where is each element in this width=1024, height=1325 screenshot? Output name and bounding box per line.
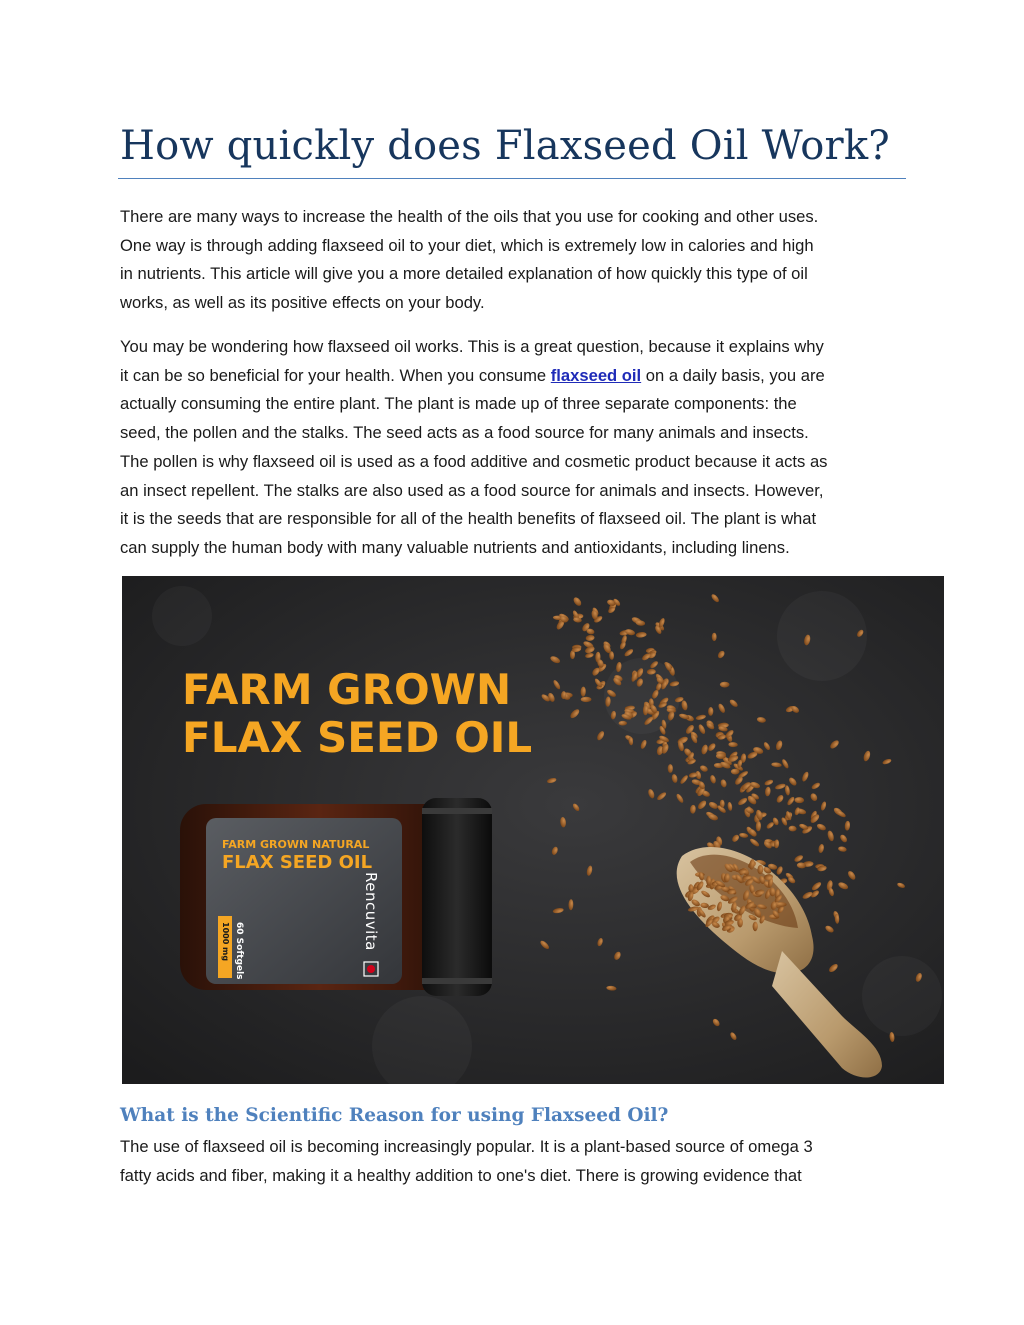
jar-label-line1: FARM GROWN NATURAL [222,838,370,851]
paragraph-line-with-link [120,362,910,391]
paragraph-line: The pollen is why flaxseed oil is used as a food additive and cosmetic product because it acts as [120,451,828,471]
jar-label-line2: FLAX SEED OIL [222,852,373,873]
paragraph-line: The use of flaxseed oil is becoming increasingly popular. It is a plant-based source of omega 3 [120,1137,813,1156]
flax-seed [753,922,758,932]
product-illustration [122,576,944,1084]
article-title: How quickly does Flaxseed Oil Work? [120,123,890,169]
flax-seed [720,682,730,688]
hero-headline-line2: FLAX SEED OIL [182,713,533,762]
section-heading: What is the Scientific Reason for using Flaxseed Oil? [120,1105,669,1126]
text-after-link: on a daily basis, you are [641,365,825,385]
product-hero-image [122,576,944,1084]
intro-line: works, as well as its positive effects on your body. [120,293,485,313]
flax-seed [712,633,717,641]
paragraph-line: it is the seeds that are responsible for all of the health benefits of flaxseed oil. The plant is what [120,509,817,529]
supplement-jar [180,798,492,996]
paragraph-line: seed, the pollen and the stalks. The seed acts as a food source for many animals and insects. [120,423,809,443]
intro-line: in nutrients. This article will give you a more detailed explanation of how quickly this type of oil [120,264,808,284]
intro-paragraph [120,203,910,318]
paragraph-line: actually consuming the entire plant. The plant is made up of three separate components: the [120,394,797,414]
flax-seed [581,697,592,702]
flax-seed [619,721,627,726]
paragraph-line: an insect repellent. The stalks are also used as a food source for animals and insects. However, [120,480,824,500]
jar-count: 60 Softgels [234,922,244,980]
jar-dose: 1000 mg [221,922,230,962]
paragraph-line: fatty acids and fiber, making it a healthy addition to one's diet. There is growing evidence that [120,1165,802,1185]
flax-seed [716,753,726,759]
intro-line: One way is through adding flaxseed oil to your diet, which is extremely low in calories and high [120,235,814,255]
flax-seed [668,764,673,773]
section-paragraph [120,1133,910,1190]
paragraph-line: You may be wondering how flaxseed oil works. This is a great question, because it explains why [120,337,824,356]
flax-seed [731,769,740,775]
title-underline [118,178,906,179]
hero-headline-line1: FARM GROWN [182,665,512,714]
paragraph-line: can supply the human body with many valuable nutrients and antioxidants, including linens. [120,537,790,557]
jar-brand: Rencuvita [362,872,380,951]
flaxseed-oil-link[interactable]: flaxseed oil [550,365,642,385]
text-before-link: it can be so beneficial for your health. When you consume [120,365,551,385]
intro-line: There are many ways to increase the health of the oils that you use for cooking and other uses. [120,207,819,226]
how-it-works-paragraph [120,333,910,563]
